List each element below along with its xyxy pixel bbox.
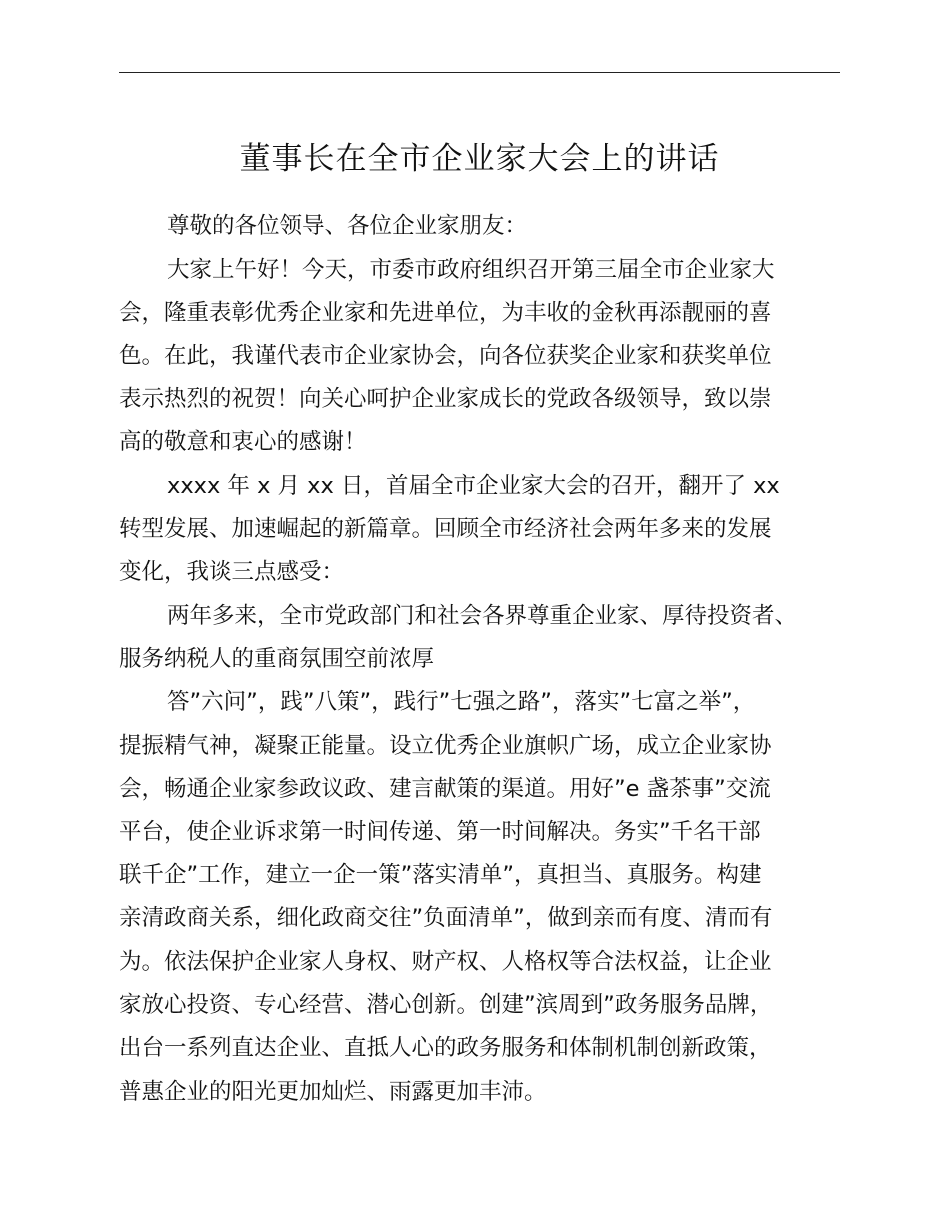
body-line: 变化，我谈三点感受： bbox=[119, 559, 345, 585]
body-line: 答”六问”，践”八策”，践行”七强之路”，落实”七富之举”， bbox=[167, 689, 756, 715]
body-line: 平台，使企业诉求第一时间传递、第一时间解决。务实”千名干部 bbox=[119, 819, 761, 845]
salutation-line: 尊敬的各位领导、各位企业家朋友： bbox=[167, 213, 528, 239]
body-line: 会，畅通企业家参政议政、建言献策的渠道。用好”e 盏茶事”交流 bbox=[119, 776, 771, 802]
body-line: xxxx 年 x 月 xx 日，首届全市企业家大会的召开，翻开了 xx bbox=[167, 473, 780, 499]
body-line: 家放心投资、专心经营、潜心创新。创建”滨周到”政务服务品牌， bbox=[119, 992, 773, 1018]
body-line: 提振精气神，凝聚正能量。设立优秀企业旗帜广场，成立企业家协 bbox=[119, 733, 772, 759]
body-line: 表示热烈的祝贺！向关心呵护企业家成长的党政各级领导，致以崇 bbox=[119, 386, 772, 412]
body-line: 色。在此，我谨代表市企业家协会，向各位获奖企业家和获奖单位 bbox=[119, 343, 772, 369]
body-line: 高的敬意和衷心的感谢！ bbox=[119, 429, 367, 455]
header-rule bbox=[119, 72, 840, 73]
body-line: 为。依法保护企业家人身权、财产权、人格权等合法权益，让企业 bbox=[119, 949, 772, 975]
body-line: 出台一系列直达企业、直抵人心的政务服务和体制机制创新政策， bbox=[119, 1035, 772, 1061]
body-line: 普惠企业的阳光更加灿烂、雨露更加丰沛。 bbox=[119, 1079, 547, 1105]
body-line: 两年多来，全市党政部门和社会各界尊重企业家、厚待投资者、 bbox=[167, 603, 798, 629]
body-line: 会，隆重表彰优秀企业家和先进单位，为丰收的金秋再添靓丽的喜 bbox=[119, 300, 772, 326]
body-line: 联千企”工作，建立一企一策”落实清单”，真担当、真服务。构建 bbox=[119, 862, 762, 888]
body-line: 大家上午好！今天，市委市政府组织召开第三届全市企业家大 bbox=[167, 257, 775, 283]
page-title: 董事长在全市企业家大会上的讲话 bbox=[239, 141, 720, 177]
body-line: 亲清政商关系，细化政商交往”负面清单”，做到亲而有度、清而有 bbox=[119, 905, 773, 931]
body-line: 服务纳税人的重商氛围空前浓厚 bbox=[119, 646, 435, 672]
body-line: 转型发展、加速崛起的新篇章。回顾全市经济社会两年多来的发展 bbox=[119, 516, 772, 542]
